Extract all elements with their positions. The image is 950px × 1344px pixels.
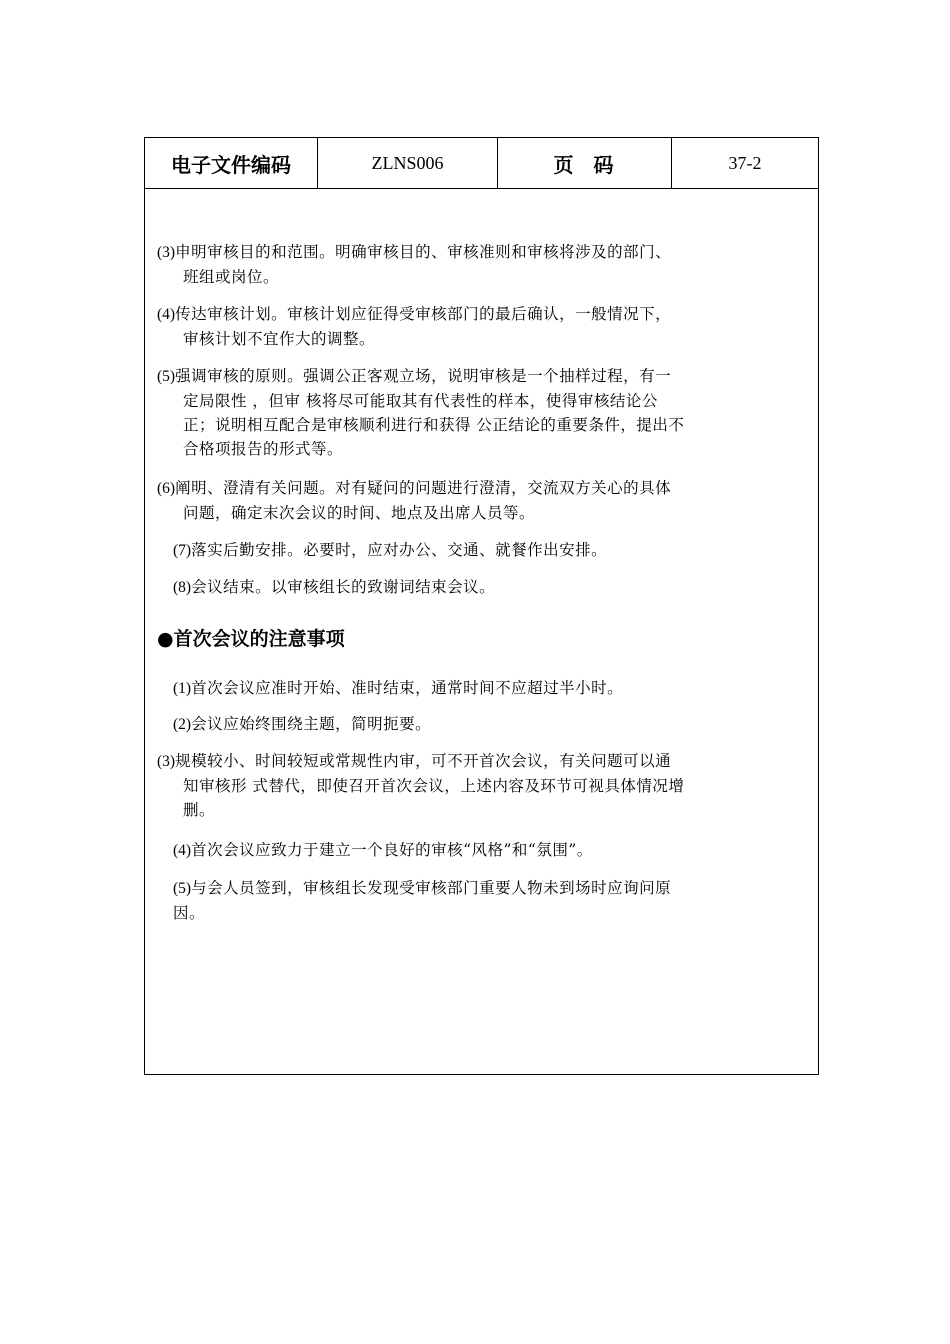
- page-label: 页码: [498, 138, 672, 188]
- list-item: (7)落实后勤安排。必要时，应对办公、交通、就餐作出安排。: [173, 541, 608, 559]
- document-frame: [144, 137, 819, 1075]
- list-item: (1)首次会议应准时开始、准时结束，通常时间不应超过半小时。: [173, 679, 624, 697]
- list-item: (5)强调审核的原则。强调公正客观立场，说明审核是一个抽样过程，有一 定局限性 ，但审 核将尽可能取其有代表性的样本，使得审核结论公 正；说明相互配合是审核顺利进行和获得 公正结论的重要条件，提出不 合格项报告的形式等。: [157, 367, 685, 458]
- page-value: 37-2: [728, 152, 762, 173]
- list-item: (5)与会人员签到，审核组长发现受审核部门重要人物未到场时应询问原 因。: [173, 879, 672, 922]
- list-item: (4)首次会议应致力于建立一个良好的审核“风格”和“氛围”。: [173, 841, 593, 859]
- section-title: ●首次会议的注意事项: [157, 628, 345, 650]
- code-value: ZLNS006: [318, 138, 498, 188]
- list-item: (4)传达审核计划。审核计划应征得受审核部门的最后确认，一般情况下， 审核计划不宜作大的调整。: [157, 305, 672, 348]
- header-table: [145, 138, 818, 189]
- list-item: (2)会议应始终围绕主题，简明扼要。: [173, 715, 432, 733]
- list-item: (3)规模较小、时间较短或常规性内审，可不开首次会议，有关问题可以通 知审核形 式替代，即使召开首次会议，上述内容及环节可视具体情况增 删。: [157, 752, 685, 819]
- list-item: (8)会议结束。以审核组长的致谢词结束会议。: [173, 578, 496, 596]
- code-label: 电子文件编码: [145, 138, 318, 188]
- list-item: (6)阐明、澄清有关问题。对有疑问的问题进行澄清，交流双方关心的具体 问题，确定末次会议的时间、地点及出席人员等。: [157, 479, 672, 522]
- list-item: (3)申明审核目的和范围。明确审核目的、审核准则和审核将涉及的部门、 班组或岗位。: [157, 243, 672, 286]
- document-body: [145, 188, 818, 1074]
